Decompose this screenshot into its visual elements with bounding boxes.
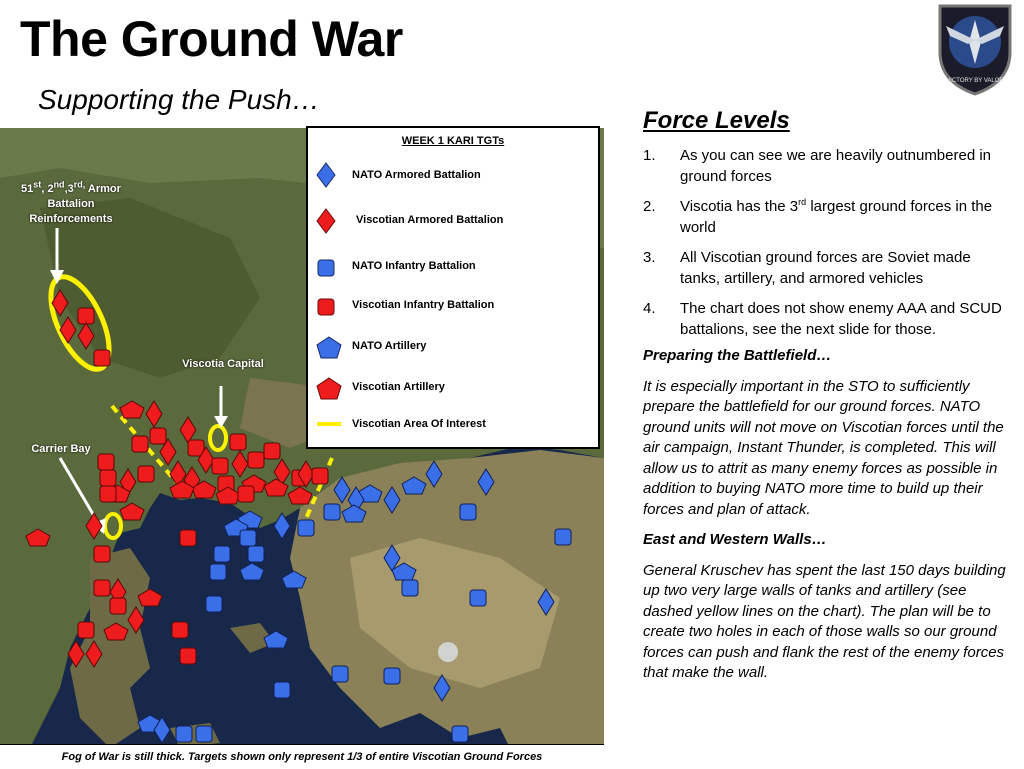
reinforcements-label: 51st, $2nd,3^{rd,}$ Armor Battalion Reinforcements <box>21 179 121 225</box>
nato-infantry-square-marker <box>452 726 468 742</box>
list-item: 4. The chart does not show enemy AAA and SCUD battalions, see the next slide for those. <box>643 300 1002 338</box>
viscotian-infantry-square-marker <box>172 622 188 638</box>
nato-infantry-square-marker <box>384 668 400 684</box>
viscotian-infantry-square-marker <box>110 598 126 614</box>
viscotian-infantry-square-marker <box>78 308 94 324</box>
viscotian-infantry-square-marker <box>100 470 116 486</box>
nato-infantry-square-marker <box>248 546 264 562</box>
nato-infantry-square-marker <box>176 726 192 742</box>
legend-nato-armored: NATO Armored Battalion <box>352 169 481 181</box>
viscotian-infantry-square-marker <box>94 350 110 366</box>
page-title: The Ground War <box>20 11 403 67</box>
viscotian-infantry-square-marker <box>94 546 110 562</box>
nato-infantry-square-marker <box>332 666 348 682</box>
legend-nato-infantry: NATO Infantry Battalion <box>352 260 476 272</box>
text-panel <box>643 108 1013 694</box>
nato-armored-diamond-icon <box>314 162 338 188</box>
viscotian-infantry-square-marker <box>248 452 264 468</box>
viscotian-infantry-square-marker <box>264 443 280 459</box>
nato-infantry-square-marker <box>470 590 486 606</box>
viscotian-artillery-pentagon-icon <box>314 375 344 401</box>
nato-infantry-square-marker <box>324 504 340 520</box>
viscotian-infantry-square-marker <box>132 436 148 452</box>
nato-infantry-square-marker <box>298 520 314 536</box>
force-levels-heading: Force Levels <box>643 107 790 134</box>
area-of-interest-line-icon <box>314 411 344 437</box>
viscotian-infantry-square-marker <box>100 486 116 502</box>
nato-infantry-square-marker <box>210 564 226 580</box>
legend-nato-artillery: NATO Artillery <box>352 340 427 352</box>
nato-infantry-square-marker <box>196 726 212 742</box>
nato-infantry-square-marker <box>402 580 418 596</box>
viscotian-infantry-square-marker <box>212 458 228 474</box>
nato-infantry-square-marker <box>206 596 222 612</box>
viscotian-infantry-square-marker <box>180 648 196 664</box>
legend-area-of-interest: Viscotian Area Of Interest <box>352 418 486 430</box>
list-item: 2. Viscotia has the 3rd largest ground forces in the world <box>643 197 993 236</box>
nato-infantry-square-marker <box>240 530 256 546</box>
viscotian-infantry-square-marker <box>138 466 154 482</box>
wing-star-seal-icon <box>928 0 1022 96</box>
nato-infantry-square-marker <box>460 504 476 520</box>
walls-heading: East and Western Walls… <box>643 531 827 549</box>
viscotian-infantry-square-marker <box>94 580 110 596</box>
force-levels-list <box>643 146 1013 340</box>
viscotian-infantry-square-marker <box>238 486 254 502</box>
legend-viscotian-infantry: Viscotian Infantry Battalion <box>352 299 495 311</box>
viscotian-infantry-square-icon <box>314 294 338 320</box>
viscotia-capital-label: Viscotia Capital <box>182 358 264 370</box>
viscotian-infantry-square-marker <box>180 530 196 546</box>
nato-infantry-square-marker <box>214 546 230 562</box>
legend-viscotian-armored: Viscotian Armored Battalion <box>356 214 504 226</box>
viscotian-infantry-square-marker <box>312 468 328 484</box>
battlefield-heading: Preparing the Battlefield… <box>643 347 832 365</box>
list-item: 1. As you can see we are heavily outnumbered in ground forces <box>643 147 992 185</box>
list-item: 3. All Viscotian ground forces are Soviet made tanks, artillery, and armored vehicles <box>643 249 971 287</box>
nato-infantry-square-marker <box>555 529 571 545</box>
walls-body: General Kruschev has spent the last 150 days building up two very large walls of tanks and artillery (see dashed yellow lines on the chart). The plan will be to create two holes in each of those walls so our ground forces can push and flank the rest of the enemy forces that make the wall. <box>643 561 1006 682</box>
map-legend <box>306 126 600 449</box>
seal-text: VICTORY BY VALOR <box>946 78 1004 84</box>
nato-infantry-square-icon <box>314 255 338 281</box>
nato-artillery-pentagon-icon <box>314 334 344 360</box>
page-subtitle: Supporting the Push… <box>38 84 320 115</box>
map-caption: Fog of War is still thick. Targets shown only represent 1/3 of entire Viscotian Ground Forces <box>0 744 604 768</box>
legend-title: WEEK 1 KARI TGTs <box>401 135 505 147</box>
viscotian-infantry-square-marker <box>78 622 94 638</box>
battlefield-body: It is especially important in the STO to sufficiently prepare the battlefield for our ground forces. NATO ground units will not move on Viscotian forces until the air campaign, Instant Thunder, is completed. This will allow us to attrit as many enemy forces as possible in addition to buying NATO more time to build up their forces and plan of attack. <box>643 377 1004 518</box>
legend-viscotian-artillery: Viscotian Artillery <box>352 381 445 393</box>
viscotian-armored-diamond-icon <box>314 208 338 234</box>
nato-infantry-square-marker <box>274 682 290 698</box>
carrier-bay-label: Carrier Bay <box>31 443 91 455</box>
viscotian-infantry-square-marker <box>230 434 246 450</box>
viscotian-infantry-square-marker <box>150 428 166 444</box>
